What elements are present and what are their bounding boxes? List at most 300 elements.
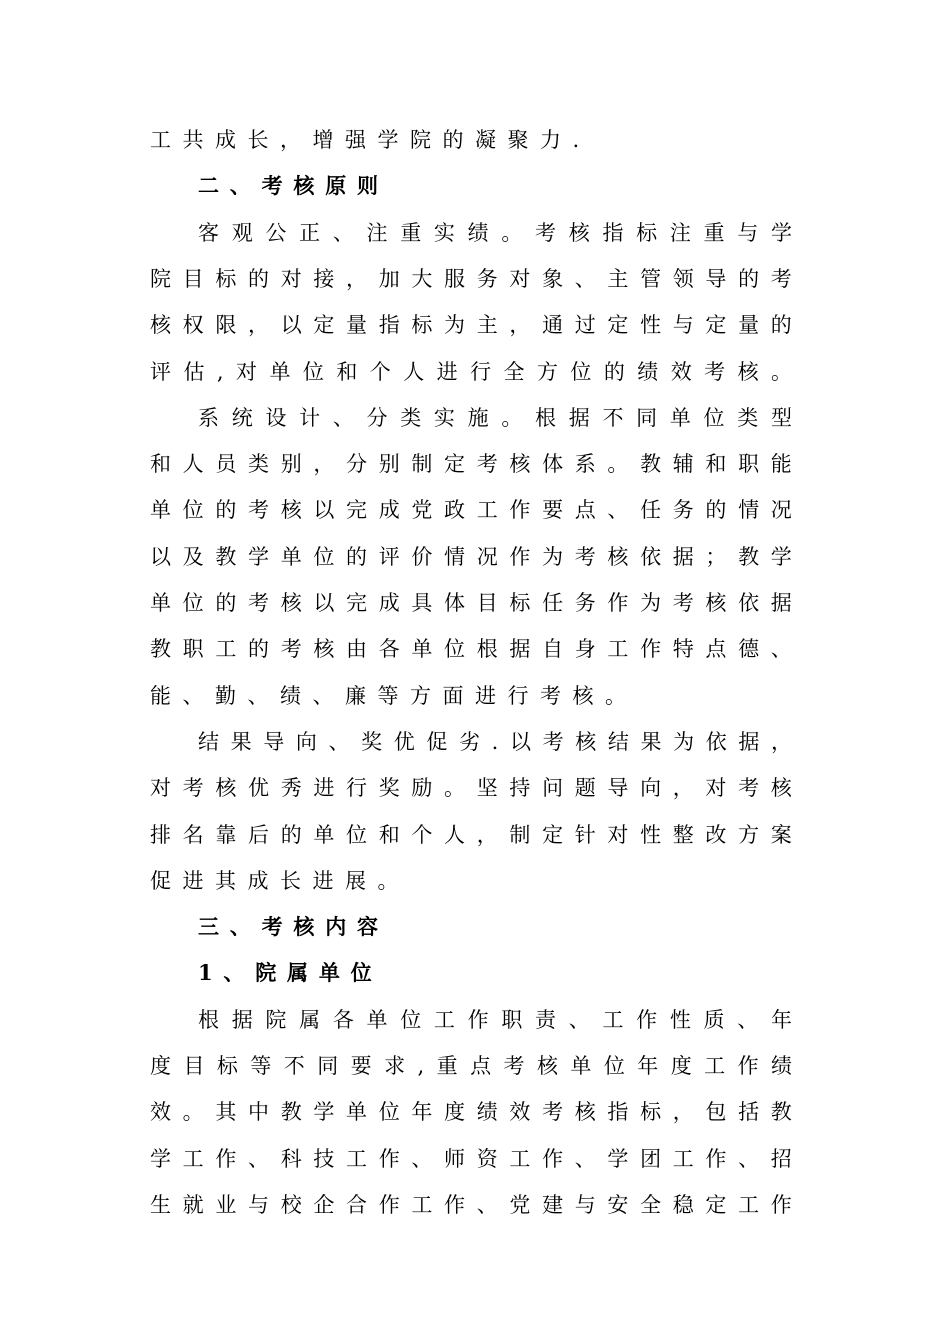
section-heading xyxy=(198,163,389,209)
text-char: 位 xyxy=(350,960,372,986)
text-char: 以 xyxy=(313,591,335,615)
text-char: 情 xyxy=(738,498,760,523)
text-char: 党 xyxy=(411,498,433,523)
text-char: 资 xyxy=(476,1146,498,1171)
paragraph-line xyxy=(150,580,792,626)
paragraph-line xyxy=(150,1136,792,1182)
text-char: 员 xyxy=(215,452,237,477)
text-char: 院 xyxy=(255,960,277,986)
text-char: 招 xyxy=(770,1146,792,1171)
text-char: 指 xyxy=(378,313,400,338)
text-char: 工 xyxy=(672,1146,694,1171)
text-char: 成 xyxy=(378,591,400,615)
text-char: 单 xyxy=(669,405,691,430)
text-char: 别 xyxy=(280,452,302,477)
text-char: 进 xyxy=(313,776,335,801)
text-char: 作 xyxy=(215,1146,237,1171)
text-char: 类 xyxy=(248,452,270,477)
text-char: 属 xyxy=(299,1007,321,1032)
text-char: 目 xyxy=(182,266,204,291)
text-char: 设 xyxy=(265,405,287,430)
text-char: 核 xyxy=(536,1054,558,1078)
text-char: 、 xyxy=(607,498,629,523)
text-char: 指 xyxy=(602,220,624,245)
text-char: 工 xyxy=(150,128,171,152)
text-char: 教 xyxy=(150,637,171,662)
text-char: 人 xyxy=(403,359,425,384)
text-char: 效 xyxy=(670,359,692,384)
text-char: 工 xyxy=(346,1146,368,1171)
text-char: 改 xyxy=(705,822,727,847)
text-char: 持 xyxy=(509,776,531,801)
text-char: 考 xyxy=(672,591,694,615)
text-char: 定 xyxy=(444,452,466,477)
text-char: , xyxy=(216,359,224,384)
text-char: 工 xyxy=(215,637,237,662)
text-char: 稳 xyxy=(672,1192,694,1217)
text-char: 个 xyxy=(411,822,433,847)
text-char: 位 xyxy=(346,822,368,847)
paragraph-line xyxy=(150,765,792,811)
text-char: 量 xyxy=(738,313,760,338)
text-char: 安 xyxy=(607,1192,629,1217)
text-char: 据 xyxy=(509,637,531,662)
text-char: 和 xyxy=(378,822,400,847)
text-char: 、 xyxy=(738,1146,760,1171)
text-char: 客 xyxy=(198,220,219,245)
text-char: 限 xyxy=(215,313,237,338)
text-char: 勤 xyxy=(215,683,236,708)
paragraph-line xyxy=(150,858,792,904)
text-char: 整 xyxy=(672,822,694,847)
text-char: , xyxy=(417,1054,425,1078)
paragraph-line xyxy=(150,302,792,348)
paragraph-line xyxy=(150,626,792,672)
text-char: 、 xyxy=(312,683,334,708)
text-char: 、 xyxy=(476,1192,498,1217)
text-char: 单 xyxy=(318,960,340,986)
text-char: 单 xyxy=(269,359,291,384)
text-char: 学 xyxy=(770,544,792,569)
paragraph-line xyxy=(198,719,792,765)
text-char: 团 xyxy=(640,1146,662,1171)
text-char: 权 xyxy=(182,313,204,338)
text-char: 。 xyxy=(607,452,629,477)
text-char: 作 xyxy=(444,1192,466,1217)
text-char: 以 xyxy=(509,729,531,754)
text-char: 况 xyxy=(770,498,792,523)
text-char: 各 xyxy=(378,637,400,662)
text-char: 年 xyxy=(411,1100,433,1125)
text-char: 向 xyxy=(640,776,662,801)
text-char: 系 xyxy=(574,452,596,477)
text-char: 定 xyxy=(542,822,564,847)
text-char: 括 xyxy=(738,1100,760,1125)
text-char: 身 xyxy=(574,637,596,662)
text-char: 系 xyxy=(198,405,219,430)
text-char: 由 xyxy=(346,637,368,662)
text-char: 业 xyxy=(215,1192,237,1217)
text-char: ， xyxy=(313,452,335,477)
text-char: 服 xyxy=(444,266,466,291)
text-char: 二 xyxy=(198,173,219,199)
text-char: 作 xyxy=(770,1192,792,1217)
text-char: 单 xyxy=(150,591,171,615)
text-char: 作 xyxy=(467,1007,489,1032)
text-char: 。 xyxy=(501,220,523,245)
text-char: 位 xyxy=(570,359,592,384)
text-char: 根 xyxy=(198,1007,219,1032)
text-char: 等 xyxy=(377,683,399,708)
text-char: 对 xyxy=(236,359,257,384)
text-char: 特 xyxy=(672,637,694,662)
text-char: 自 xyxy=(542,637,564,662)
text-char: 行 xyxy=(507,683,529,708)
text-char: 。 xyxy=(501,405,523,430)
text-char: 的 xyxy=(738,266,760,291)
text-char: 作 xyxy=(737,1054,759,1078)
text-char: 和 xyxy=(705,452,727,477)
text-char: 作 xyxy=(607,591,629,615)
text-char: 与 xyxy=(248,1192,270,1217)
text-char: 工 xyxy=(509,1146,531,1171)
text-char: 凝 xyxy=(475,128,496,152)
paragraph-line xyxy=(150,441,792,487)
text-char: 估 xyxy=(183,359,205,384)
text-char: 强 xyxy=(345,128,366,152)
text-char: 辅 xyxy=(672,452,694,477)
text-char: 考 xyxy=(770,266,792,291)
text-char: 类 xyxy=(737,405,759,430)
text-char: 注 xyxy=(669,220,691,245)
text-char: 施 xyxy=(467,405,489,430)
text-char: 与 xyxy=(672,313,694,338)
text-char: 体 xyxy=(444,591,466,615)
text-char: 核 xyxy=(293,914,315,940)
text-char: 位 xyxy=(182,498,204,523)
text-char: 、 xyxy=(332,405,354,430)
text-char: 点 xyxy=(470,1054,492,1078)
text-char: 院 xyxy=(150,266,171,291)
text-char: 定 xyxy=(705,1192,727,1217)
text-char: 共 xyxy=(182,128,204,152)
text-char: 务 xyxy=(476,266,498,291)
text-char: 要 xyxy=(350,1054,372,1078)
text-char: 以 xyxy=(280,313,302,338)
text-char: 标 xyxy=(215,266,237,291)
paragraph-line xyxy=(150,812,792,858)
paragraph-line xyxy=(198,997,792,1043)
text-char: 教 xyxy=(640,452,662,477)
text-char: 、 xyxy=(332,220,354,245)
text-char: 绩 xyxy=(637,359,659,384)
text-char: 、 xyxy=(182,683,204,708)
text-char: 技 xyxy=(313,1146,335,1171)
text-char: 结 xyxy=(607,729,629,754)
text-char: 作 xyxy=(509,498,531,523)
text-char: 考 xyxy=(503,1054,525,1078)
text-char: 核 xyxy=(313,637,335,662)
text-char: 成 xyxy=(247,868,269,893)
text-char: 实 xyxy=(433,405,455,430)
text-char: 注 xyxy=(366,220,388,245)
text-char: 对 xyxy=(705,776,727,801)
text-char: 加 xyxy=(378,266,400,291)
text-char: 原 xyxy=(325,173,347,199)
text-char: 。 xyxy=(444,776,466,801)
paragraph-line xyxy=(150,673,792,719)
text-char: 、 xyxy=(574,266,596,291)
text-char: 性 xyxy=(669,1007,691,1032)
text-char: 建 xyxy=(542,1192,564,1217)
text-char: 制 xyxy=(411,452,433,477)
text-char: 据 xyxy=(738,729,760,754)
text-char: 务 xyxy=(574,591,596,615)
text-char: 象 xyxy=(542,266,564,291)
text-char: 工 xyxy=(607,637,629,662)
text-char: 绩 xyxy=(476,1100,498,1125)
text-char: 通 xyxy=(542,313,564,338)
text-char: 据 xyxy=(231,1007,253,1032)
text-char: 职 xyxy=(182,637,204,662)
text-char: 为 xyxy=(444,313,466,338)
text-char: 依 xyxy=(705,729,727,754)
text-char: 、 xyxy=(328,729,350,754)
text-char: ， xyxy=(476,822,498,847)
text-char: 工 xyxy=(182,1146,204,1171)
subsection-heading xyxy=(198,950,382,996)
text-char: 作 xyxy=(636,1007,658,1032)
text-char: ， xyxy=(346,266,368,291)
text-char: 分 xyxy=(346,452,368,477)
text-char: 工 xyxy=(433,1007,455,1032)
text-char: 核 xyxy=(293,173,315,199)
text-char: 根 xyxy=(476,637,498,662)
text-char: 位 xyxy=(603,1054,625,1078)
text-char: 针 xyxy=(574,822,596,847)
text-char: 全 xyxy=(503,359,525,384)
text-char: ， xyxy=(280,128,301,152)
text-char: 导 xyxy=(607,776,629,801)
text-char: 观 xyxy=(231,220,253,245)
text-char: 位 xyxy=(444,637,466,662)
text-char: 增 xyxy=(312,128,334,152)
text-char: 绩 xyxy=(771,1054,792,1078)
text-char: 不 xyxy=(602,405,624,430)
text-char: 考 xyxy=(738,776,760,801)
text-char: 面 xyxy=(442,683,464,708)
text-char: 单 xyxy=(313,822,335,847)
text-char: 度 xyxy=(670,1054,692,1078)
text-char: 院 xyxy=(410,128,431,152)
text-char: 责 xyxy=(535,1007,557,1032)
text-char: 、 xyxy=(229,173,251,199)
text-char: 实 xyxy=(433,220,455,245)
text-char: . xyxy=(572,128,580,152)
text-char: 企 xyxy=(313,1192,335,1217)
text-char: 据 xyxy=(672,544,694,569)
text-char: 则 xyxy=(356,173,378,199)
text-char: 生 xyxy=(150,1192,171,1217)
text-char: 的 xyxy=(215,591,237,615)
text-char: 的 xyxy=(770,313,792,338)
text-char: 为 xyxy=(673,729,695,754)
text-char: 导 xyxy=(705,266,727,291)
text-char: 不 xyxy=(283,1054,305,1078)
text-char: 果 xyxy=(640,729,662,754)
text-char: 职 xyxy=(738,452,760,477)
text-char: 靠 xyxy=(215,822,237,847)
paragraph-line xyxy=(150,1043,792,1089)
text-char: ； xyxy=(705,544,727,569)
text-char: 单 xyxy=(280,544,302,569)
text-char: 公 xyxy=(265,220,287,245)
text-char: 依 xyxy=(738,591,760,615)
text-char: 劣 xyxy=(459,729,480,754)
text-char: 的 xyxy=(346,544,368,569)
text-char: 接 xyxy=(313,266,335,291)
text-char: 性 xyxy=(640,313,662,338)
text-char: 考 xyxy=(248,498,270,523)
text-char: 单 xyxy=(570,1054,592,1078)
text-char: 定 xyxy=(607,313,629,338)
text-char: 导 xyxy=(263,729,285,754)
paragraph-line xyxy=(150,349,792,395)
text-char: 。 xyxy=(605,683,626,708)
text-char: 据 xyxy=(770,591,792,615)
paragraph-line xyxy=(150,534,792,580)
text-char: 坚 xyxy=(476,776,498,801)
text-char: 况 xyxy=(476,544,498,569)
text-char: 同 xyxy=(636,405,658,430)
text-char: . xyxy=(491,729,499,754)
text-char: 任 xyxy=(542,591,564,615)
text-char: 核 xyxy=(568,220,590,245)
text-char: 型 xyxy=(770,405,792,430)
text-char: 1 xyxy=(198,960,213,986)
text-char: 的 xyxy=(215,498,237,523)
text-char: 学 xyxy=(607,1146,629,1171)
text-char: 教 xyxy=(770,1100,792,1125)
text-char: 能 xyxy=(770,452,792,477)
text-char: 作 xyxy=(378,1192,400,1217)
text-char: 标 xyxy=(216,1054,238,1078)
text-char: 同 xyxy=(317,1054,339,1078)
text-char: 作 xyxy=(705,1146,727,1171)
text-char: 。 xyxy=(182,1100,204,1125)
text-char: 内 xyxy=(325,914,347,940)
text-char: 位 xyxy=(182,591,204,615)
text-char: 的 xyxy=(248,637,270,662)
text-char: 的 xyxy=(705,498,727,523)
text-char: 、 xyxy=(229,914,251,940)
text-char: 的 xyxy=(442,128,464,152)
text-char: 计 xyxy=(299,405,321,430)
text-char: 年 xyxy=(637,1054,659,1078)
text-char: 长 xyxy=(280,868,301,893)
text-char: 目 xyxy=(183,1054,205,1078)
text-char: 进 xyxy=(436,359,458,384)
paragraph-line xyxy=(198,395,792,441)
text-char: 定 xyxy=(313,313,335,338)
text-char: 问 xyxy=(542,776,564,801)
text-char: ， xyxy=(509,313,531,338)
text-char: 成 xyxy=(215,128,236,152)
text-char: 行 xyxy=(346,776,368,801)
text-char: 依 xyxy=(640,544,662,569)
text-char: 效 xyxy=(150,1100,171,1125)
text-char: 绩 xyxy=(280,683,301,708)
text-char: 价 xyxy=(411,544,433,569)
text-char: 度 xyxy=(150,1054,171,1078)
text-char: 要 xyxy=(542,498,564,523)
paragraph-line xyxy=(150,487,792,533)
text-char: 各 xyxy=(332,1007,354,1032)
text-char: 个 xyxy=(369,359,391,384)
text-char: 、 xyxy=(223,960,245,986)
text-char: 主 xyxy=(476,313,498,338)
text-char: 其 xyxy=(215,1100,237,1125)
text-char: 目 xyxy=(476,591,498,615)
text-char: 年 xyxy=(770,1007,792,1032)
text-char: 教 xyxy=(738,544,760,569)
text-char: 位 xyxy=(313,544,335,569)
text-char: 全 xyxy=(640,1192,662,1217)
paragraph-line xyxy=(150,1089,792,1135)
text-char: 工 xyxy=(602,1007,624,1032)
text-char: 方 xyxy=(410,683,431,708)
text-char: 质 xyxy=(703,1007,725,1032)
text-char: 案 xyxy=(770,822,792,847)
text-char: 考 xyxy=(540,683,561,708)
text-char: ， xyxy=(672,776,694,801)
text-char: 党 xyxy=(509,1192,531,1217)
text-char: 核 xyxy=(737,359,759,384)
text-char: 进 xyxy=(475,683,496,708)
text-char: 大 xyxy=(411,266,433,291)
text-char: 结 xyxy=(198,729,219,754)
text-char: 、 xyxy=(248,1146,270,1171)
text-char: 务 xyxy=(672,498,694,523)
text-char: 人 xyxy=(444,822,466,847)
text-char: 评 xyxy=(378,544,400,569)
text-char: 促 xyxy=(426,729,448,754)
text-char: 与 xyxy=(574,1192,596,1217)
text-char: 、 xyxy=(574,1146,596,1171)
text-char: 科 xyxy=(280,1146,302,1171)
text-char: ， xyxy=(672,1100,694,1125)
text-char: 聚 xyxy=(507,128,529,152)
text-char: 根 xyxy=(535,405,557,430)
text-char: 向 xyxy=(295,729,317,754)
text-char: 核 xyxy=(575,729,597,754)
text-char: 学 xyxy=(248,544,270,569)
text-char: ， xyxy=(248,313,270,338)
text-char: 职 xyxy=(501,1007,523,1032)
text-char: 奖 xyxy=(361,729,383,754)
text-char: 分 xyxy=(366,405,388,430)
text-char: 标 xyxy=(640,1100,662,1125)
text-char: 度 xyxy=(444,1100,466,1125)
text-char: 点 xyxy=(705,637,727,662)
text-char: 完 xyxy=(346,498,368,523)
text-char: 名 xyxy=(182,822,204,847)
text-char: 励 xyxy=(411,776,433,801)
text-char: 和 xyxy=(150,452,171,477)
text-char: 、 xyxy=(770,637,792,662)
text-char: 、 xyxy=(737,1007,759,1032)
text-char: 过 xyxy=(574,313,596,338)
